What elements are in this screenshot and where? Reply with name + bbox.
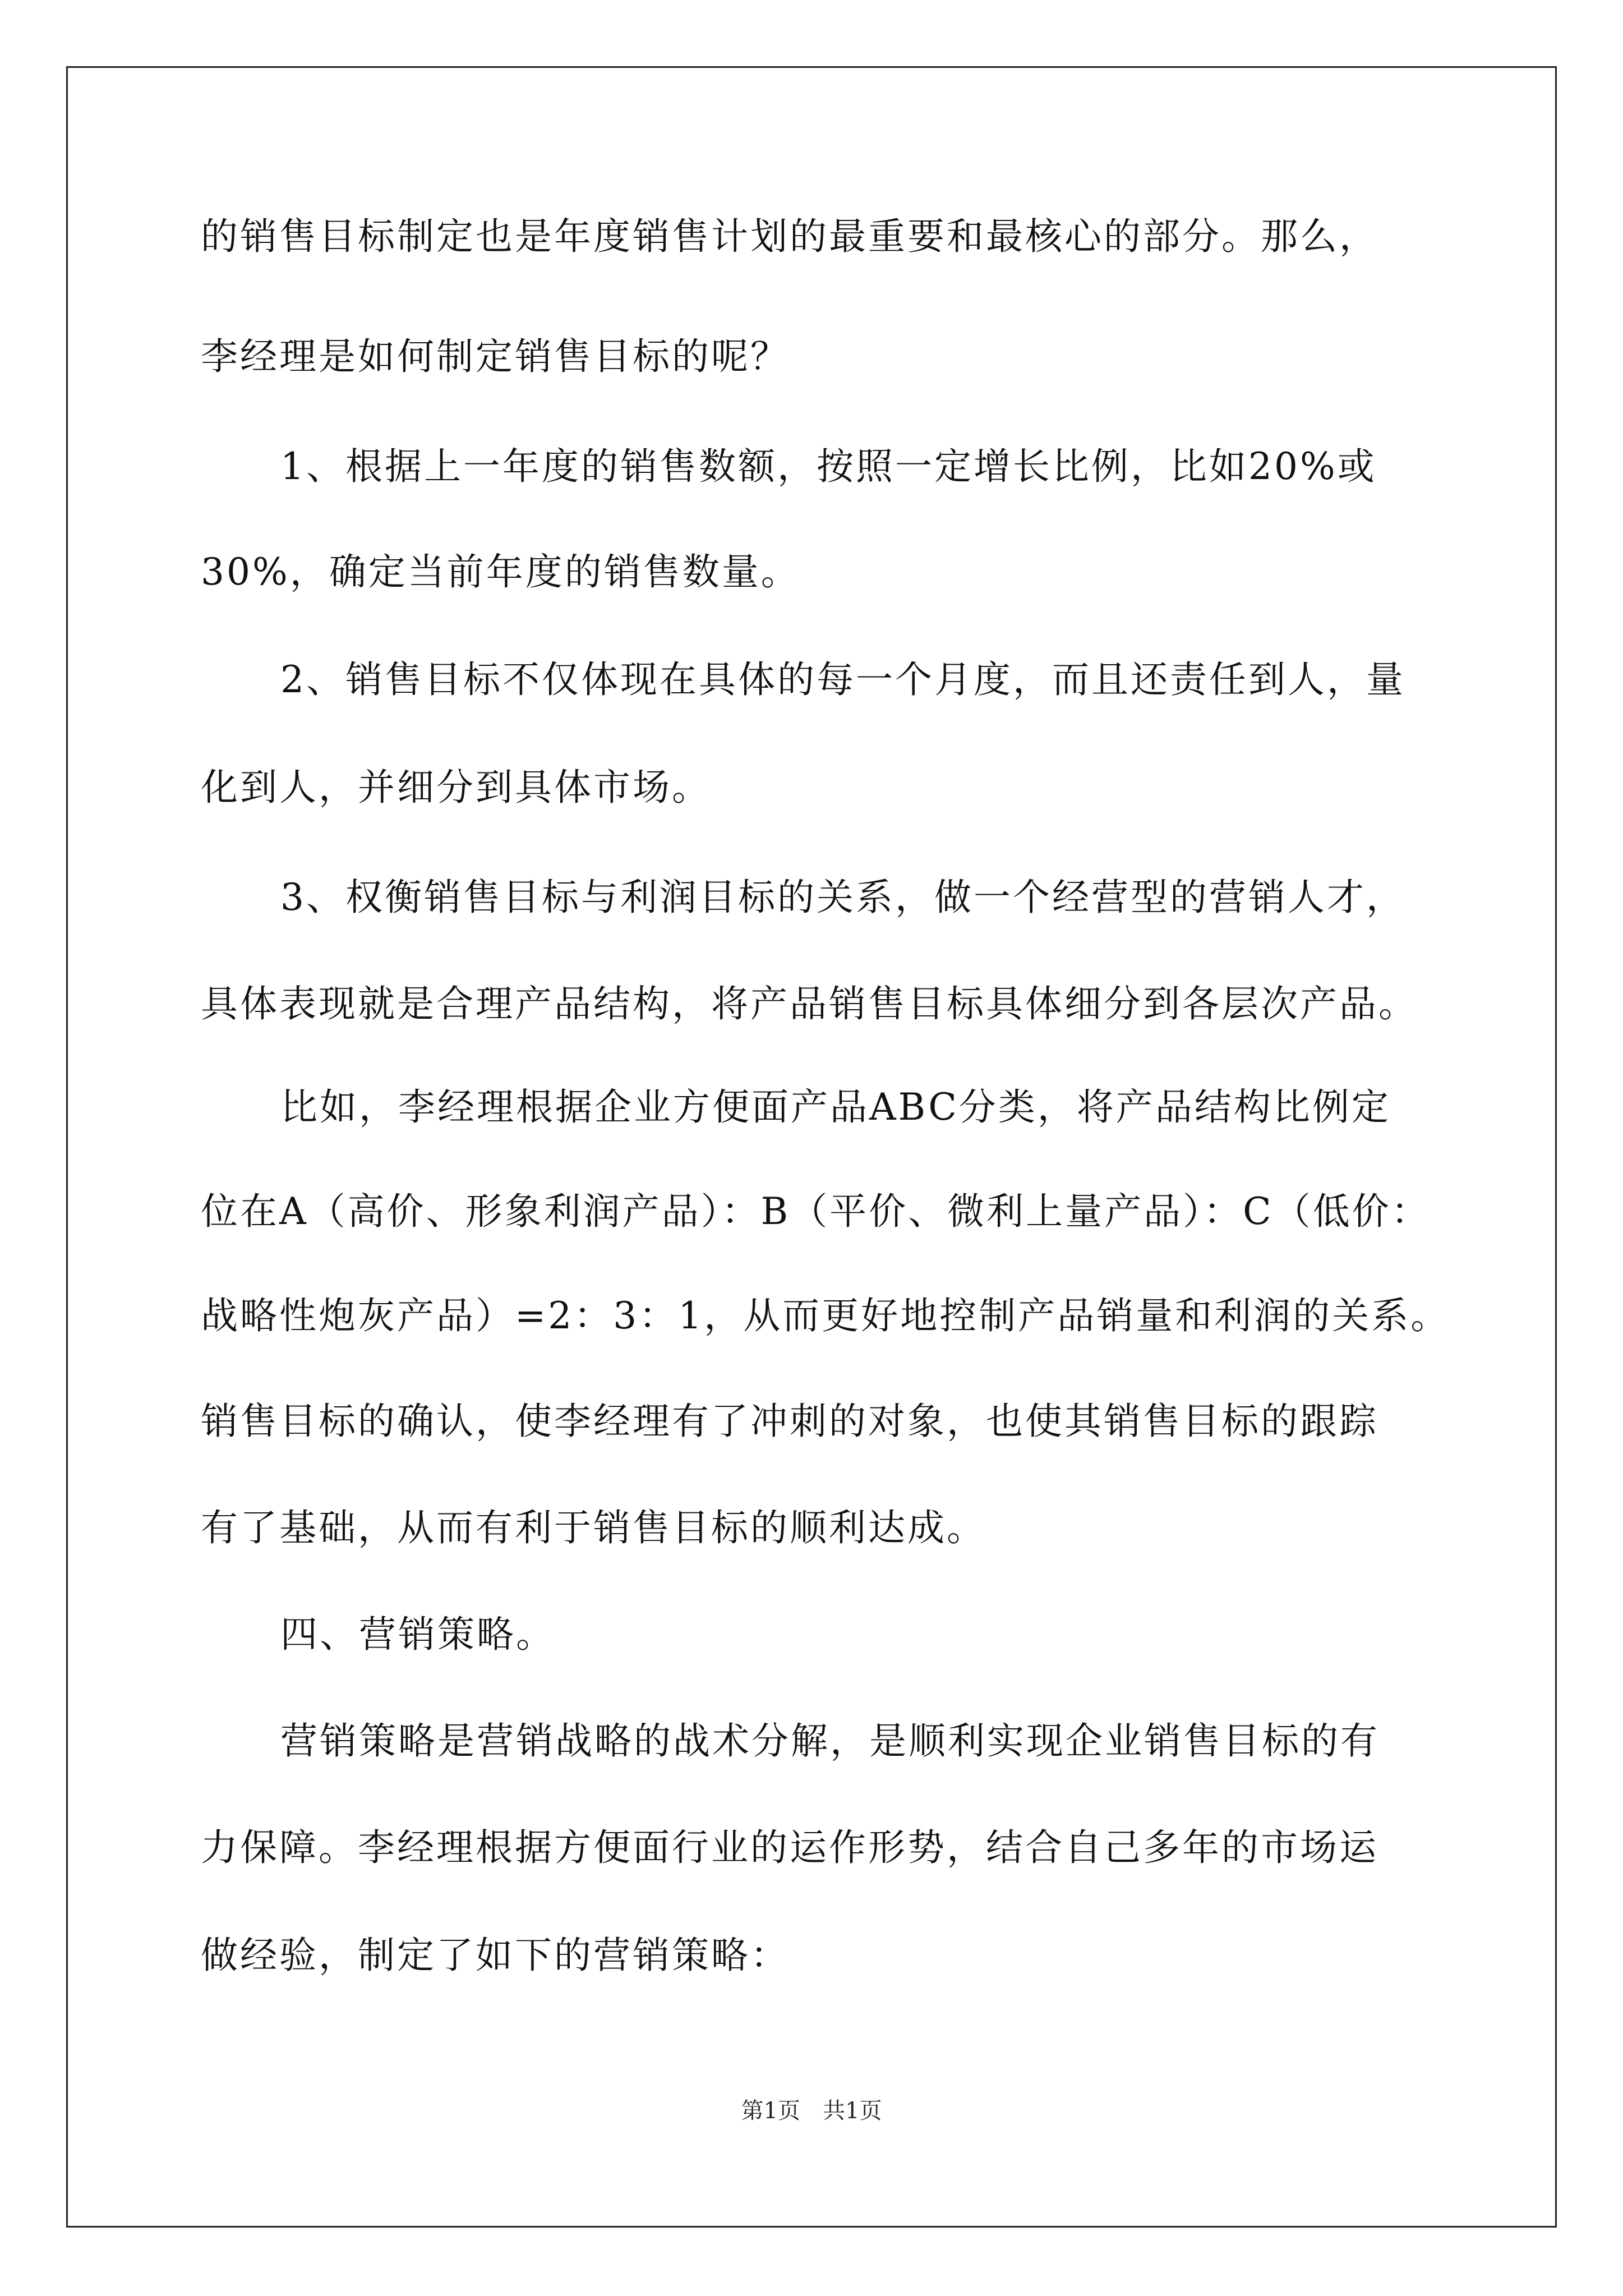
paragraph-line: 做经验，制定了如下的营销策略： [201, 1934, 790, 1977]
paragraph-line: 3、权衡销售目标与利润目标的关系，做一个经营型的营销人才， [280, 876, 1405, 919]
paragraph-line: 位在A（高价、形象利润产品）：B（平价、微利上量产品）：C（低价： [201, 1190, 1431, 1233]
paragraph-line: 1、根据上一年度的销售数额，按照一定增长比例，比如20%或 [280, 445, 1377, 488]
paragraph-line: 30%，确定当前年度的销售数量。 [201, 550, 800, 593]
paragraph-line: 2、销售目标不仅体现在具体的每一个月度，而且还责任到人，量 [280, 658, 1405, 701]
paragraph-line: 李经理是如何制定销售目标的呢？ [201, 335, 790, 378]
paragraph-line: 战略性炮灰产品）=2：3：1，从而更好地控制产品销量和利润的关系。 [201, 1294, 1450, 1337]
paragraph-line: 比如，李经理根据企业方便面产品ABC分类，将产品结构比例定 [280, 1085, 1391, 1129]
section-heading: 四、营销策略。 [280, 1613, 555, 1656]
paragraph-line: 销售目标的确认，使李经理有了冲刺的对象，也使其销售目标的跟踪 [201, 1400, 1378, 1443]
paragraph-line: 有了基础，从而有利于销售目标的顺利达成。 [201, 1506, 986, 1549]
paragraph-line: 化到人，并细分到具体市场。 [201, 766, 711, 809]
page-footer: 第1页 共1页 [741, 2098, 882, 2124]
paragraph-line: 的销售目标制定也是年度销售计划的最重要和最核心的部分。那么， [201, 215, 1378, 258]
page-border [66, 66, 1557, 2228]
paragraph-line: 力保障。李经理根据方便面行业的运作形势，结合自己多年的市场运 [201, 1826, 1378, 1869]
paragraph-line: 具体表现就是合理产品结构，将产品销售目标具体细分到各层次产品。 [201, 982, 1418, 1025]
paragraph-line: 营销策略是营销战略的战术分解，是顺利实现企业销售目标的有 [280, 1719, 1380, 1763]
